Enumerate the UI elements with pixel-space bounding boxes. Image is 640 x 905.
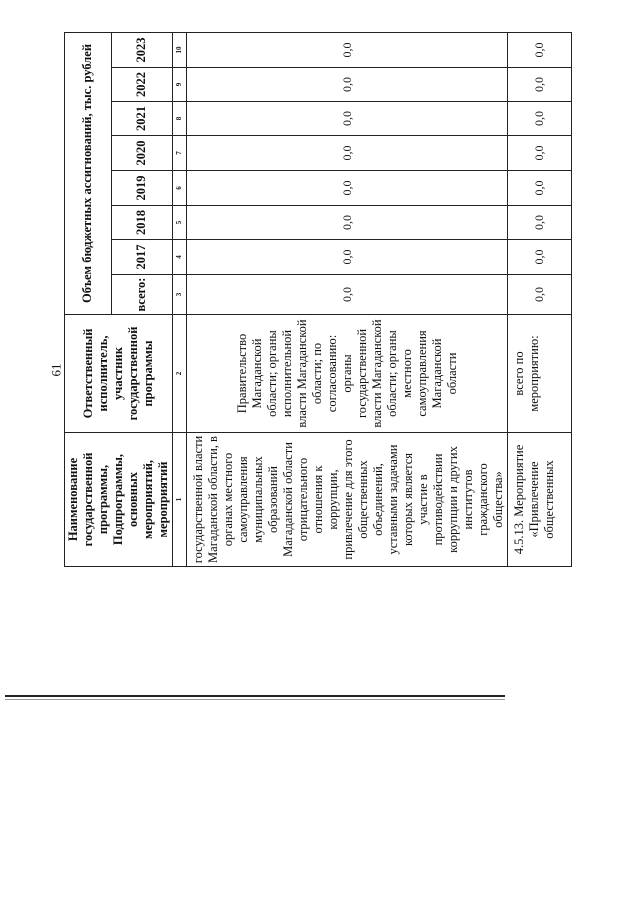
value-total: 0,0 <box>187 275 508 315</box>
row-name-cell: государственной власти Магаданской области, в органах местного самоуправления муниципальных образований Магаданской области отрицательного отношения к коррупции, привлечение для этого общественных объединений, уставными задачами которых является участие в противодействии коррупции и других институтов гражданского общества» <box>187 433 508 567</box>
header-year-2021: 2021 <box>111 102 172 136</box>
column-number: 7 <box>173 136 187 171</box>
column-number: 10 <box>173 32 187 67</box>
row-name-cell: 4.5.13. Мероприятие «Привлечение общественных <box>508 433 572 567</box>
value-2017: 0,0 <box>187 240 508 275</box>
column-number: 3 <box>173 275 187 315</box>
value-2021: 0,0 <box>508 102 572 136</box>
header-year-2022: 2022 <box>111 68 172 102</box>
value-2019: 0,0 <box>508 171 572 206</box>
page-number: 61 <box>48 363 64 377</box>
column-number-row <box>173 32 187 566</box>
header-year-2020: 2020 <box>111 136 172 171</box>
row-responsible-cell: Правительство Магаданской области; органы исполнительной власти Магаданской области; по согласованию: органы государственной власти Магаданской области; органы местного самоуправления Магаданской области <box>187 315 508 433</box>
header-name: Наименование государственной программы, Подпрограммы, основных мероприятий, мероприятий <box>65 433 173 567</box>
column-number: 2 <box>173 315 187 433</box>
rotated-page-content <box>64 33 556 567</box>
column-number: 4 <box>173 240 187 275</box>
header-responsible: Ответственный исполнитель, участник государственной программы <box>65 315 173 433</box>
value-2020: 0,0 <box>187 136 508 171</box>
page-edge-line-thin <box>5 699 505 700</box>
header-year-2023: 2023 <box>111 32 172 67</box>
page-edge-line <box>5 695 505 697</box>
value-2022: 0,0 <box>187 68 508 102</box>
value-2018: 0,0 <box>187 206 508 240</box>
column-number: 1 <box>173 433 187 567</box>
table-row <box>508 32 572 566</box>
value-2017: 0,0 <box>508 240 572 275</box>
header-budget: Объем бюджетных ассигнований, тыс. рублей <box>65 32 112 314</box>
header-total: всего: <box>111 275 172 315</box>
value-2023: 0,0 <box>187 32 508 67</box>
value-2022: 0,0 <box>508 68 572 102</box>
value-2020: 0,0 <box>508 136 572 171</box>
table-row <box>187 32 508 566</box>
column-number: 6 <box>173 171 187 206</box>
value-2018: 0,0 <box>508 206 572 240</box>
header-year-2019: 2019 <box>111 171 172 206</box>
header-year-2017: 2017 <box>111 240 172 275</box>
budget-table <box>64 32 572 567</box>
value-total: 0,0 <box>508 275 572 315</box>
column-number: 9 <box>173 68 187 102</box>
value-2021: 0,0 <box>187 102 508 136</box>
header-year-2018: 2018 <box>111 206 172 240</box>
row-responsible-cell: всего по мероприятию: <box>508 315 572 433</box>
column-number: 5 <box>173 206 187 240</box>
value-2019: 0,0 <box>187 171 508 206</box>
value-2023: 0,0 <box>508 32 572 67</box>
column-number: 8 <box>173 102 187 136</box>
